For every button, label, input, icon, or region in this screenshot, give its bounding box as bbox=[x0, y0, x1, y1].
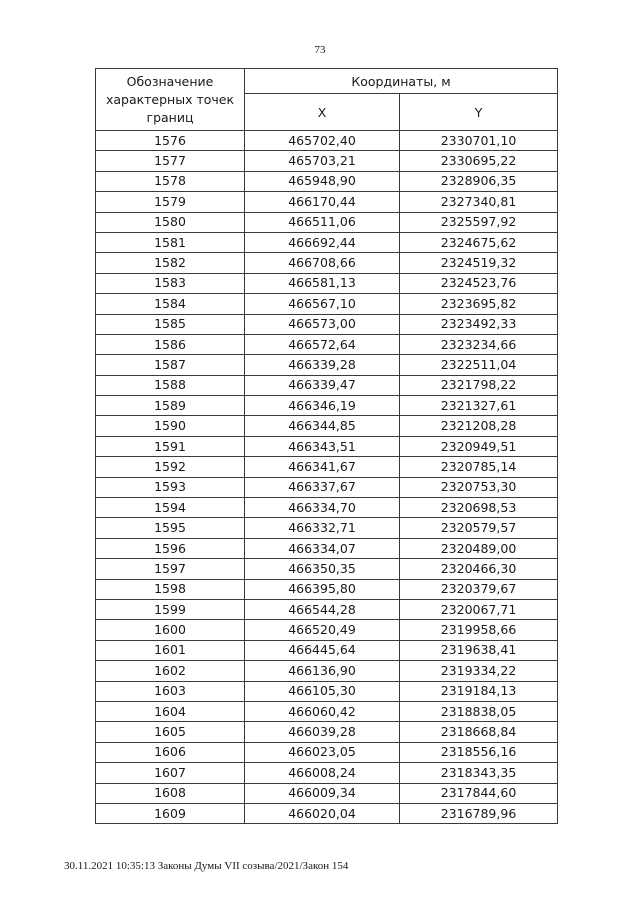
point-number-cell: 1595 bbox=[96, 518, 245, 538]
x-value-cell: 466343,51 bbox=[245, 436, 400, 456]
point-number-cell: 1590 bbox=[96, 416, 245, 436]
x-value-cell: 466346,19 bbox=[245, 396, 400, 416]
point-number-cell: 1602 bbox=[96, 661, 245, 681]
x-value-cell: 466039,28 bbox=[245, 722, 400, 742]
y-value-cell: 2319184,13 bbox=[400, 681, 558, 701]
point-number-cell: 1607 bbox=[96, 763, 245, 783]
x-value-cell: 466445,64 bbox=[245, 640, 400, 660]
y-value-cell: 2318668,84 bbox=[400, 722, 558, 742]
table-row bbox=[96, 620, 558, 640]
table-row bbox=[96, 131, 558, 151]
y-value-cell: 2321208,28 bbox=[400, 416, 558, 436]
x-value-cell: 466105,30 bbox=[245, 681, 400, 701]
table-row bbox=[96, 661, 558, 681]
point-number-cell: 1577 bbox=[96, 151, 245, 171]
x-value-cell: 466708,66 bbox=[245, 253, 400, 273]
point-number-cell: 1608 bbox=[96, 783, 245, 803]
table-row bbox=[96, 457, 558, 477]
y-value-cell: 2320379,67 bbox=[400, 579, 558, 599]
x-value-cell: 466350,35 bbox=[245, 559, 400, 579]
x-value-cell: 466008,24 bbox=[245, 763, 400, 783]
x-value-cell: 466023,05 bbox=[245, 742, 400, 762]
table-row bbox=[96, 477, 558, 497]
table-row bbox=[96, 763, 558, 783]
point-number-cell: 1603 bbox=[96, 681, 245, 701]
coordinates-header: Координаты, м bbox=[245, 69, 558, 94]
table-row bbox=[96, 151, 558, 171]
y-value-cell: 2319334,22 bbox=[400, 661, 558, 681]
table-header bbox=[96, 69, 558, 131]
x-value-cell: 466511,06 bbox=[245, 212, 400, 232]
point-number-cell: 1580 bbox=[96, 212, 245, 232]
x-value-cell: 465948,90 bbox=[245, 171, 400, 191]
point-number-cell: 1604 bbox=[96, 701, 245, 721]
x-value-cell: 466136,90 bbox=[245, 661, 400, 681]
table-row bbox=[96, 538, 558, 558]
table-body bbox=[96, 131, 558, 824]
table-row bbox=[96, 355, 558, 375]
point-number-cell: 1581 bbox=[96, 232, 245, 252]
point-number-cell: 1585 bbox=[96, 314, 245, 334]
point-number-cell: 1594 bbox=[96, 498, 245, 518]
x-value-cell: 466520,49 bbox=[245, 620, 400, 640]
table-row bbox=[96, 498, 558, 518]
point-number-cell: 1578 bbox=[96, 171, 245, 191]
x-value-cell: 466344,85 bbox=[245, 416, 400, 436]
point-number-cell: 1605 bbox=[96, 722, 245, 742]
footer-text: 30.11.2021 10:35:13 Законы Думы VII созыва/2021/Закон 154 bbox=[64, 860, 349, 872]
x-value-cell: 466170,44 bbox=[245, 192, 400, 212]
y-value-cell: 2320466,30 bbox=[400, 559, 558, 579]
point-number-cell: 1584 bbox=[96, 294, 245, 314]
y-value-cell: 2325597,92 bbox=[400, 212, 558, 232]
y-value-cell: 2318556,16 bbox=[400, 742, 558, 762]
y-value-cell: 2320067,71 bbox=[400, 599, 558, 619]
point-number-cell: 1576 bbox=[96, 131, 245, 151]
table-row bbox=[96, 599, 558, 619]
designation-header: Обозначение характерных точек границ bbox=[96, 69, 245, 131]
point-number-cell: 1588 bbox=[96, 375, 245, 395]
y-value-cell: 2317844,60 bbox=[400, 783, 558, 803]
table-row bbox=[96, 396, 558, 416]
y-value-cell: 2330695,22 bbox=[400, 151, 558, 171]
x-value-cell: 466332,71 bbox=[245, 518, 400, 538]
table-row bbox=[96, 294, 558, 314]
x-value-cell: 466334,70 bbox=[245, 498, 400, 518]
point-number-cell: 1601 bbox=[96, 640, 245, 660]
x-value-cell: 466020,04 bbox=[245, 803, 400, 823]
y-value-cell: 2319958,66 bbox=[400, 620, 558, 640]
x-value-cell: 466060,42 bbox=[245, 701, 400, 721]
y-value-cell: 2324675,62 bbox=[400, 232, 558, 252]
table-row bbox=[96, 273, 558, 293]
point-number-cell: 1598 bbox=[96, 579, 245, 599]
table-row bbox=[96, 334, 558, 354]
point-number-cell: 1586 bbox=[96, 334, 245, 354]
y-value-cell: 2324523,76 bbox=[400, 273, 558, 293]
x-value-cell: 466581,13 bbox=[245, 273, 400, 293]
x-value-cell: 466334,07 bbox=[245, 538, 400, 558]
table-row bbox=[96, 579, 558, 599]
point-number-cell: 1606 bbox=[96, 742, 245, 762]
point-number-cell: 1592 bbox=[96, 457, 245, 477]
coordinates-table bbox=[95, 68, 558, 824]
x-value-cell: 466567,10 bbox=[245, 294, 400, 314]
table-row bbox=[96, 416, 558, 436]
point-number-cell: 1589 bbox=[96, 396, 245, 416]
y-value-cell: 2323492,33 bbox=[400, 314, 558, 334]
x-value-cell: 466337,67 bbox=[245, 477, 400, 497]
point-number-cell: 1591 bbox=[96, 436, 245, 456]
x-value-cell: 466339,47 bbox=[245, 375, 400, 395]
table-row bbox=[96, 640, 558, 660]
y-value-cell: 2321327,61 bbox=[400, 396, 558, 416]
x-value-cell: 466544,28 bbox=[245, 599, 400, 619]
y-value-cell: 2323695,82 bbox=[400, 294, 558, 314]
table-row bbox=[96, 783, 558, 803]
x-value-cell: 465702,40 bbox=[245, 131, 400, 151]
y-value-cell: 2320489,00 bbox=[400, 538, 558, 558]
y-value-cell: 2318343,35 bbox=[400, 763, 558, 783]
y-header: Y bbox=[400, 94, 558, 131]
x-value-cell: 466341,67 bbox=[245, 457, 400, 477]
y-value-cell: 2327340,81 bbox=[400, 192, 558, 212]
table-row bbox=[96, 375, 558, 395]
point-number-cell: 1597 bbox=[96, 559, 245, 579]
y-value-cell: 2330701,10 bbox=[400, 131, 558, 151]
table-row bbox=[96, 722, 558, 742]
point-number-cell: 1583 bbox=[96, 273, 245, 293]
point-number-cell: 1596 bbox=[96, 538, 245, 558]
y-value-cell: 2320949,51 bbox=[400, 436, 558, 456]
table-row bbox=[96, 681, 558, 701]
table-row bbox=[96, 212, 558, 232]
point-number-cell: 1582 bbox=[96, 253, 245, 273]
point-number-cell: 1609 bbox=[96, 803, 245, 823]
y-value-cell: 2320579,57 bbox=[400, 518, 558, 538]
table-row bbox=[96, 436, 558, 456]
y-value-cell: 2322511,04 bbox=[400, 355, 558, 375]
table-row bbox=[96, 232, 558, 252]
table-row bbox=[96, 559, 558, 579]
point-number-cell: 1599 bbox=[96, 599, 245, 619]
x-value-cell: 466572,64 bbox=[245, 334, 400, 354]
x-value-cell: 466339,28 bbox=[245, 355, 400, 375]
y-value-cell: 2318838,05 bbox=[400, 701, 558, 721]
y-value-cell: 2319638,41 bbox=[400, 640, 558, 660]
y-value-cell: 2323234,66 bbox=[400, 334, 558, 354]
y-value-cell: 2320698,53 bbox=[400, 498, 558, 518]
table-row bbox=[96, 701, 558, 721]
page-number: 73 bbox=[314, 44, 326, 56]
point-number-cell: 1593 bbox=[96, 477, 245, 497]
table-row bbox=[96, 314, 558, 334]
y-value-cell: 2316789,96 bbox=[400, 803, 558, 823]
point-number-cell: 1600 bbox=[96, 620, 245, 640]
x-value-cell: 466009,34 bbox=[245, 783, 400, 803]
y-value-cell: 2321798,22 bbox=[400, 375, 558, 395]
x-header: X bbox=[245, 94, 400, 131]
x-value-cell: 465703,21 bbox=[245, 151, 400, 171]
y-value-cell: 2320753,30 bbox=[400, 477, 558, 497]
x-value-cell: 466573,00 bbox=[245, 314, 400, 334]
table-row bbox=[96, 742, 558, 762]
point-number-cell: 1587 bbox=[96, 355, 245, 375]
table-row bbox=[96, 192, 558, 212]
x-value-cell: 466692,44 bbox=[245, 232, 400, 252]
y-value-cell: 2328906,35 bbox=[400, 171, 558, 191]
y-value-cell: 2324519,32 bbox=[400, 253, 558, 273]
x-value-cell: 466395,80 bbox=[245, 579, 400, 599]
table-row bbox=[96, 518, 558, 538]
point-number-cell: 1579 bbox=[96, 192, 245, 212]
y-value-cell: 2320785,14 bbox=[400, 457, 558, 477]
table-row bbox=[96, 803, 558, 823]
table-row bbox=[96, 253, 558, 273]
table-row bbox=[96, 171, 558, 191]
